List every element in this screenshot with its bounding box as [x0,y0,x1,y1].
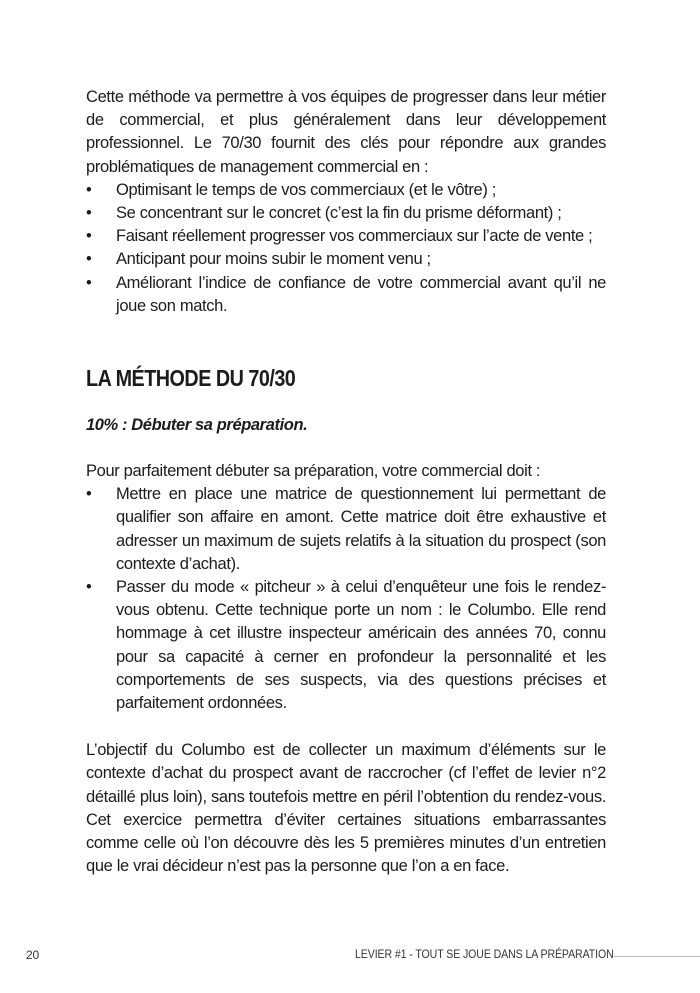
list-item [86,202,606,225]
bullet-icon: • [86,180,92,199]
list-item-text: Faisant réellement progresser vos commerciaux sur l’acte de vente ; [116,227,593,246]
intro-paragraph: Cette méthode va permettre à vos équipes de progresser dans leur métier de commercial, et plus généralement dans leur développement professionnel. Le 70/30 fournit des clés pour répondre aux grandes problématiques de management commercial en : [86,88,606,176]
list-item [86,272,606,318]
list-item-text: Anticipant pour moins subir le moment venu ; [116,250,431,269]
list-item-text: Se concentrant sur le concret (c’est la fin du prisme déformant) ; [116,204,562,223]
list-item [86,483,606,576]
page-body [86,86,606,878]
closing-paragraph: L’objectif du Columbo est de collecter un maximum d’éléments sur le contexte d’achat du prospect avant de raccrocher (cf l’effet de levier n°2 détaillé plus loin), sans toutefois mettre en péril l’obtention du rendez-vous. Cet exercice permettra d’éviter certaines situations embarrassantes comme celle où l’on découvre dès les 5 premières minutes d’un entretien que le vrai décideur n’est pas la personne que l’on a en face. [86,741,606,876]
bullet-icon: • [86,204,92,223]
intro-bullet-list [86,179,606,318]
bullet-icon: • [86,250,92,269]
running-footer-title: LEVIER #1 - TOUT SE JOUE DANS LA PRÉPARATION [355,947,614,961]
section-lead-paragraph: Pour parfaitement débuter sa préparation, votre commercial doit : [86,462,541,481]
footer-divider [614,956,700,957]
list-item-text: Optimisant le temps de vos commerciaux (et le vôtre) ; [116,180,496,199]
section-heading: LA MÉTHODE DU 70/30 [86,365,296,392]
list-item-text: Améliorant l’indice de confiance de votre commercial avant qu’il ne joue son match. [116,273,606,315]
bullet-icon: • [86,273,92,292]
bullet-icon: • [86,227,92,246]
bullet-icon: • [86,578,92,597]
list-item-text: Passer du mode « pitcheur » à celui d’enquêteur une fois le rendez-vous obtenu. Cette technique porte un nom : le Columbo. Elle rend hommage à cet illustre inspecteur américain des années 70, connu pour sa capacité à cerner en profondeur la personnalité et les comportements de ses suspects, via des questions précises et parfaitement ordonnées. [116,578,606,713]
list-item [86,179,606,202]
list-item [86,248,606,271]
bullet-icon: • [86,485,92,504]
section-bullet-list [86,483,606,715]
list-item [86,225,606,248]
section-subheading: 10% : Débuter sa préparation. [86,416,308,435]
page-number: 20 [26,948,39,962]
list-item-text: Mettre en place une matrice de questionnement lui permettant de qualifier son affaire en amont. Cette matrice doit être exhaustive et adresser un maximum de sujets relatifs à la situation du prospect (son contexte d’achat). [116,485,606,573]
list-item [86,576,606,715]
